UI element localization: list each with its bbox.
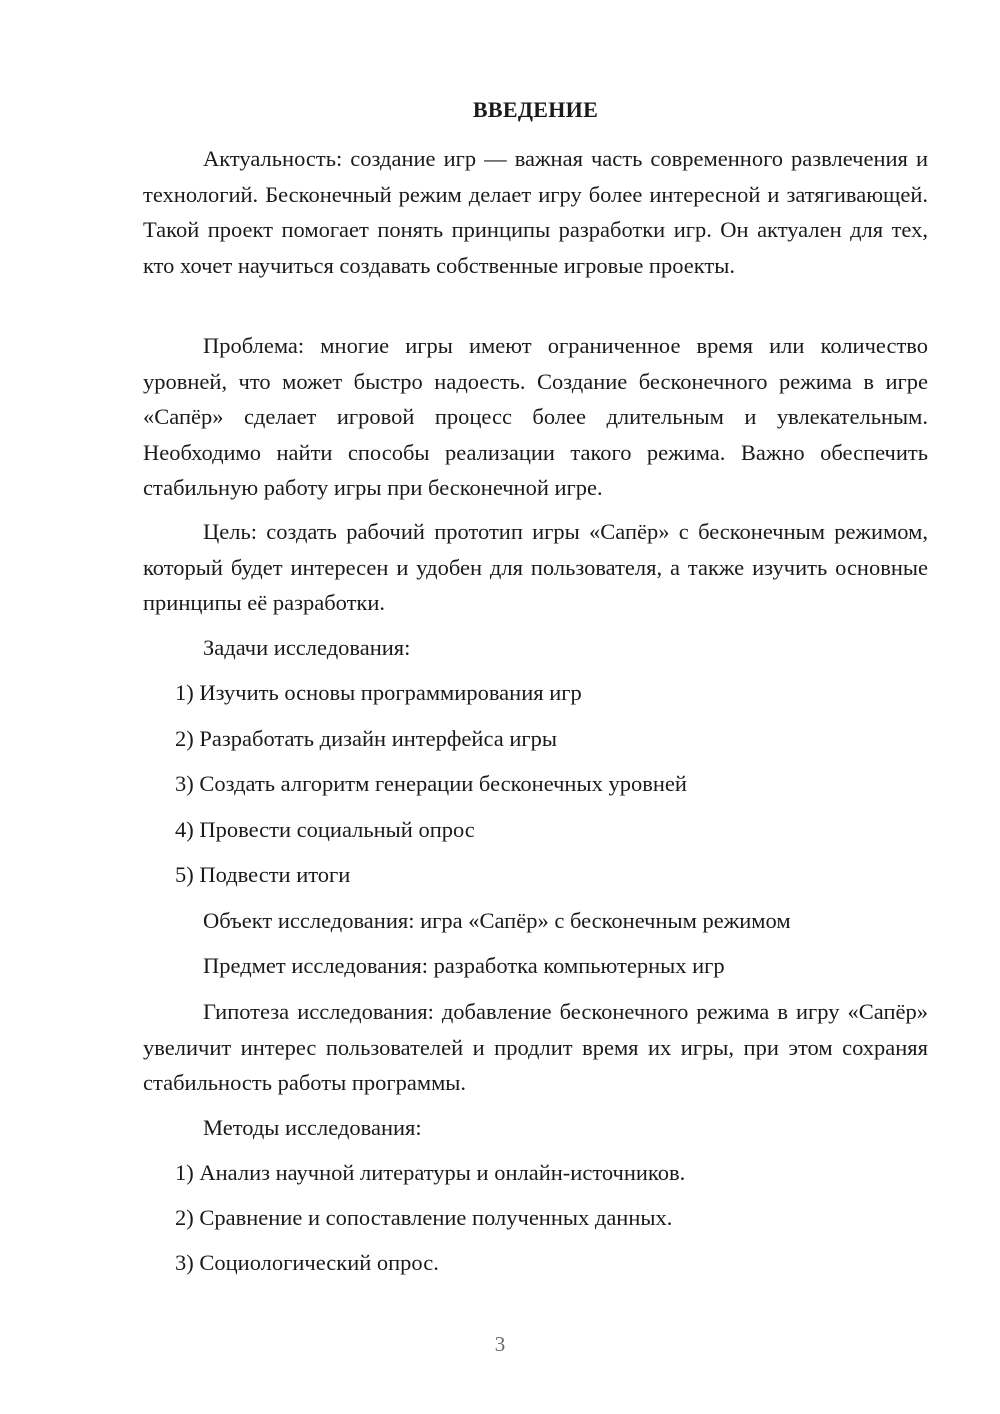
task-item: 4) Провести социальный опрос [175,817,475,842]
method-item: 3) Социологический опрос. [175,1250,439,1275]
methods-heading: Методы исследования: [203,1115,422,1140]
method-item: 2) Сравнение и сопоставление полученных данных. [175,1205,673,1230]
paragraph-actuality: Актуальность: создание игр — важная часть современного развлечения и технологий. Бесконечный режим делает игру более интересной и затягивающей. Такой проект помогает понять принципы разработки игр. Он актуален для тех, кто хочет научиться создавать собственные игровые проекты. [143,146,928,278]
paragraph-problem: Проблема: многие игры имеют ограниченное время или количество уровней, что может быстро надоесть. Создание бесконечного режима в игре «Сапёр» сделает игровой процесс более длительным и увлекательным. Необходимо найти способы реализации такого режима. Важно обеспечить стабильную работу игры при бесконечной игре. [143,333,928,500]
page-number: 3 [494,1332,506,1356]
research-subject: Предмет исследования: разработка компьютерных игр [203,953,725,978]
task-item: 2) Разработать дизайн интерфейса игры [175,726,557,751]
tasks-heading: Задачи исследования: [203,635,411,660]
task-item: 3) Создать алгоритм генерации бесконечных уровней [175,771,687,796]
section-title: ВВЕДЕНИЕ [472,97,599,122]
research-object: Объект исследования: игра «Сапёр» с бесконечным режимом [203,908,791,933]
paragraph-hypothesis: Гипотеза исследования: добавление бесконечного режима в игру «Сапёр» увеличит интерес пользователей и продлит время их игры, при этом сохраняя стабильность работы программы. [143,999,928,1095]
method-item: 1) Анализ научной литературы и онлайн-источников. [175,1160,686,1185]
paragraph-goal: Цель: создать рабочий прототип игры «Сапёр» с бесконечным режимом, который будет интересен и удобен для пользователя, а также изучить основные принципы её разработки. [143,519,928,615]
task-item: 1) Изучить основы программирования игр [175,680,582,705]
task-item: 5) Подвести итоги [175,862,351,887]
